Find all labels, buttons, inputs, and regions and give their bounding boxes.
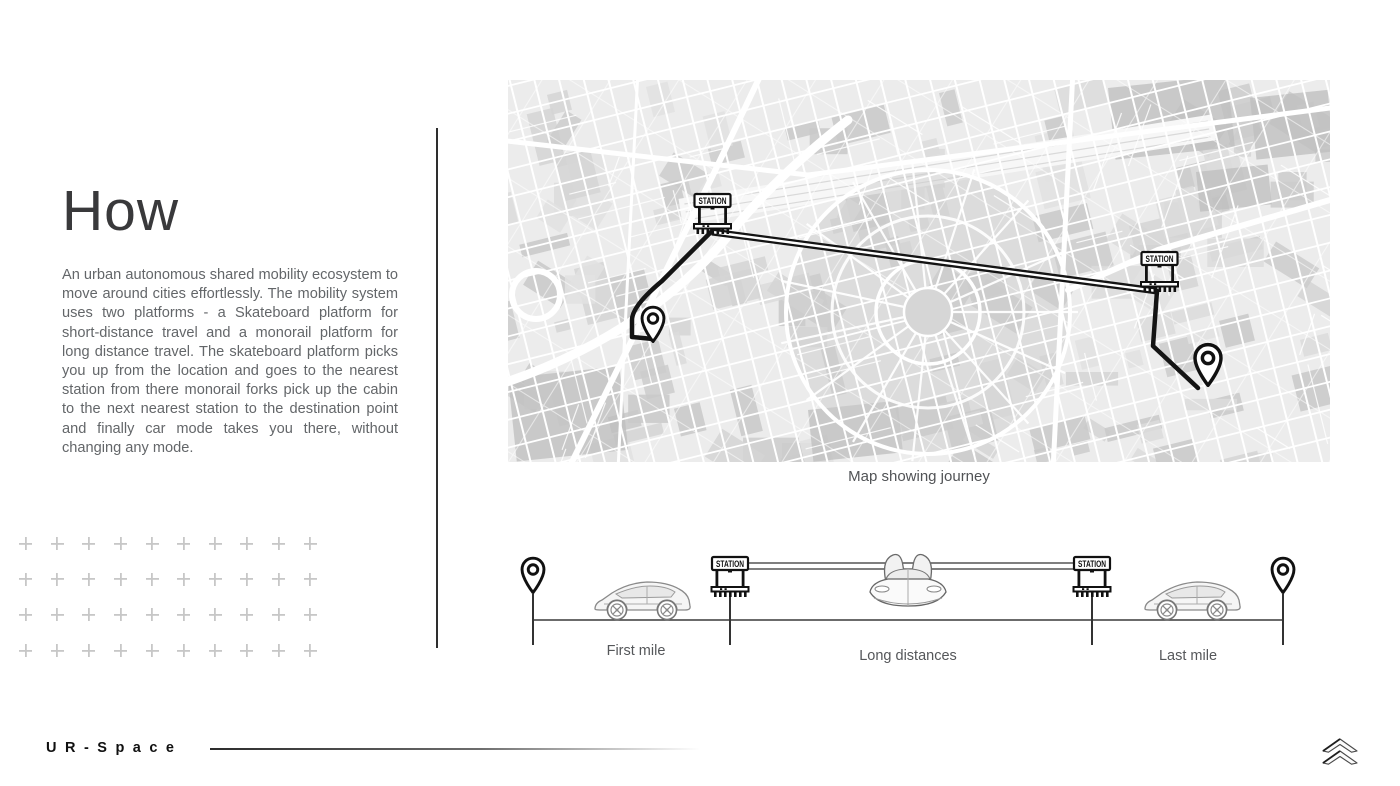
segment-label-first-mile: First mile bbox=[606, 643, 666, 659]
plus-icon bbox=[146, 644, 159, 657]
citroen-double-chevron-logo bbox=[1320, 738, 1360, 772]
plus-icon bbox=[304, 573, 317, 586]
svg-text:STATION: STATION bbox=[1145, 253, 1174, 264]
journey-map bbox=[508, 80, 1330, 462]
location-pin-icon bbox=[1272, 558, 1294, 592]
svg-text:STATION: STATION bbox=[1078, 558, 1106, 569]
map-background bbox=[508, 80, 1330, 462]
plus-icon bbox=[240, 608, 253, 621]
plus-icon bbox=[114, 573, 127, 586]
plus-icon bbox=[209, 644, 222, 657]
plus-icon bbox=[146, 608, 159, 621]
plus-icon bbox=[51, 573, 64, 586]
plus-icon bbox=[240, 573, 253, 586]
plus-icon bbox=[304, 644, 317, 657]
plus-icon bbox=[51, 644, 64, 657]
plus-icon bbox=[82, 537, 95, 550]
plus-icon bbox=[272, 537, 285, 550]
car-icon bbox=[595, 582, 690, 620]
map-caption: Map showing journey bbox=[848, 468, 990, 485]
slide-description: An urban autonomous shared mobility ecosystem to move around cities effortlessly. The mobility system uses two platforms - a Skateboard platform for short-distance travel and a monorail platform for long distance travel. The skateboard platform picks you up from the location and goes to the nearest station from there monorail forks pick up the cabin to the next nearest station to the destination point and finally car mode takes you there, without changing any mode. bbox=[62, 267, 398, 456]
plus-icon bbox=[177, 537, 190, 550]
footer-rule bbox=[210, 748, 700, 750]
plus-icon bbox=[177, 644, 190, 657]
section-divider bbox=[436, 128, 438, 648]
plus-icon bbox=[51, 537, 64, 550]
segment-label-last-mile: Last mile bbox=[1158, 648, 1218, 664]
plus-icon bbox=[177, 608, 190, 621]
plus-icon bbox=[177, 573, 190, 586]
plus-icon bbox=[82, 573, 95, 586]
plus-icon bbox=[51, 608, 64, 621]
plus-icon bbox=[240, 537, 253, 550]
plus-icon bbox=[19, 644, 32, 657]
plus-icon bbox=[240, 644, 253, 657]
plus-icon bbox=[19, 573, 32, 586]
station-icon bbox=[1074, 557, 1111, 597]
plus-grid bbox=[10, 526, 326, 668]
car-icon bbox=[1145, 582, 1240, 620]
location-pin-icon bbox=[522, 558, 544, 592]
plus-icon bbox=[19, 608, 32, 621]
plus-icon bbox=[304, 537, 317, 550]
plus-icon bbox=[19, 537, 32, 550]
station-icon bbox=[712, 557, 749, 597]
plus-icon bbox=[146, 573, 159, 586]
brand-name: UR-Space bbox=[46, 740, 183, 756]
plus-icon bbox=[114, 608, 127, 621]
plus-icon bbox=[272, 608, 285, 621]
segment-label-long-distances: Long distances bbox=[859, 648, 957, 664]
plus-icon bbox=[209, 608, 222, 621]
plus-icon bbox=[114, 537, 127, 550]
page-title: How bbox=[62, 179, 180, 243]
plus-icon bbox=[82, 644, 95, 657]
plus-icon bbox=[209, 537, 222, 550]
plus-icon bbox=[304, 608, 317, 621]
plus-icon bbox=[114, 644, 127, 657]
svg-text:STATION: STATION bbox=[716, 558, 744, 569]
plus-icon bbox=[146, 537, 159, 550]
plus-icon bbox=[209, 573, 222, 586]
plus-icon bbox=[272, 644, 285, 657]
plus-icon bbox=[272, 573, 285, 586]
svg-text:STATION: STATION bbox=[698, 195, 727, 206]
plus-icon bbox=[82, 608, 95, 621]
